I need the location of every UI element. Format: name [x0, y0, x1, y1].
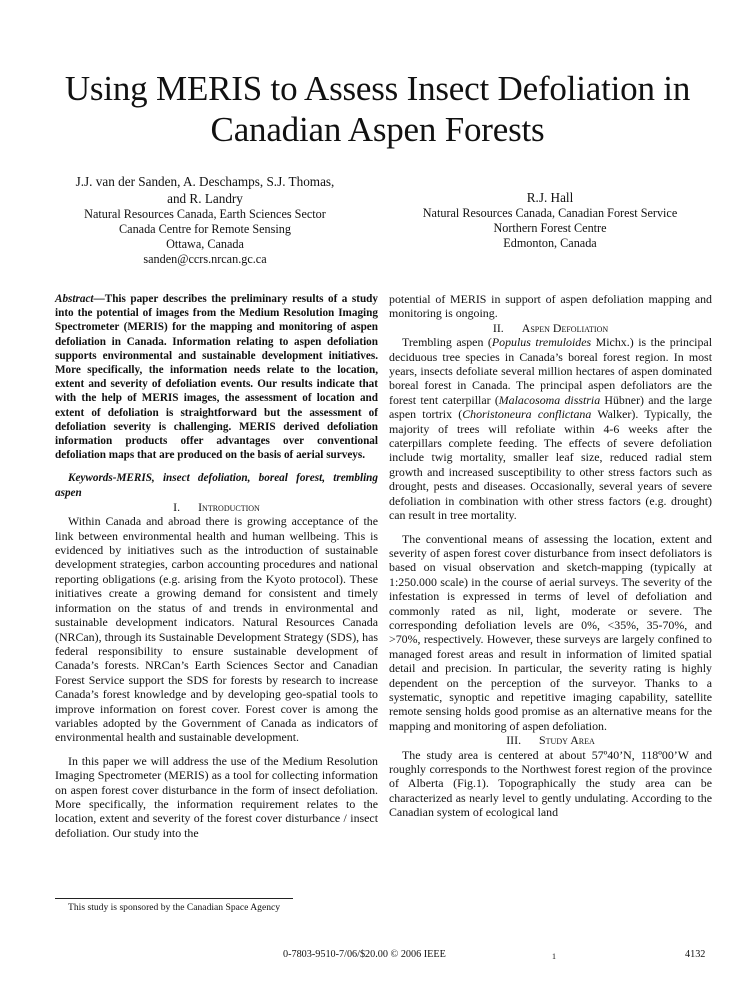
paragraph: Trembling aspen (Populus tremuloides Michx.) is the principal deciduous tree species in Canada’s boreal forest region. In most years, insects defoliate several million hectares of aspen dominated boreal forest in Canada. The principal aspen defoliators are the forest tent caterpillar (Malacosoma disstria Hübner) and the large aspen tortrix (Choristoneura conflictana Walker). Typically, the majority of trees will refoliate within 4-6 weeks after the caterpillars complete feeding. The effects of severe defoliation include twig mortality, smaller leaf size, reduced radial stem growth and increased susceptibility to other stress factors such as drought, pests and diseases. Occasionally, several years of severe defoliation in combination with other stress factors (e.g. drought) can result in tree mortality.	[389, 335, 713, 523]
location: Ottawa, Canada	[166, 237, 244, 251]
paragraph: The study area is centered at about 57º40’N, 118º00’W and roughly corresponds to the Northwest forest region of the province of Alberta (Fig.1). Topographically the study area can be characterized as nearly level to gently undulating. According to the Canadian system of ecological land	[389, 747, 712, 820]
left-column	[55, 292, 378, 840]
affiliation-left	[55, 173, 355, 267]
abstract: Abstract—This paper describes the preliminary results of a study into the potential of images from the Medium Resolution Imaging Spectrometer (MERIS) for the mapping and monitoring of aspen defoliation in Canada. Information relating to aspen defoliation supports environmental and sustainable development initiatives. More specifically, the information needs relate to the location, extent and severity of defoliation events. Our results indicate that with the help of MERIS images, the assessment of location and extent of defoliation is straightforward but the assessment of defoliation severity is challenging. MERIS derived defoliation information products offer advantages over conventional defoliation maps that are produced on the basis of aerial surveys.	[55, 293, 378, 462]
footer-copyright: 0-7803-9510-7/06/$20.00 © 2006 IEEE	[283, 949, 446, 960]
institution: Natural Resources Canada, Earth Sciences Sector	[84, 207, 326, 221]
paragraph: Within Canada and abroad there is growing acceptance of the link between environmental health and human wellbeing. This is evidenced by initiatives such as the introduction of sustainable development strategies, carbon accounting procedures and national reporting obligations (e.g. arising from the Kyoto protocol). These initiatives create a growing demand for consistent and timely information on the status of and trends in environmental and sustainable development indicators. Natural Resources Canada (NRCan), through its Sustainable Development Strategy (SDS), has federal responsibility to ensure sustainable development of Canada’s forests. NRCan’s Earth Sciences Sector and Canadian Forest Service support the SDS for forests by research to increase Canada’s forest knowledge and by developing geo-spatial tools to improve information on forest cover. Forest cover is among the variables adopted by the Government of Canada as indicators of environmental health and sustainable development.	[55, 514, 378, 745]
section-heading-study-area: III. Study Area	[506, 733, 595, 748]
affiliation-right	[395, 189, 705, 251]
institution: Natural Resources Canada, Canadian Forest Service	[422, 206, 678, 220]
page-number: 4132	[685, 949, 706, 960]
paper-title	[0, 68, 755, 150]
title-line-1: Using MERIS to Assess Insect Defoliation in	[64, 69, 691, 108]
section-heading-introduction: I. Introduction	[173, 499, 260, 514]
paragraph: The conventional means of assessing the location, extent and severity of aspen forest cover disturbance from insect defoliators is based on visual observation and sketch-mapping (typically at 1:250.000 scale) in the course of aerial surveys. The severity of the infestation is expressed in terms of level of defoliation and commonly rated as nil, light, moderate or severe. The corresponding defoliation levels are 0%, <35%, 35-70%, and >70%, respectively. However, these surveys are largely confined to managed forest areas and result in information of limited spatial detail and precision. In particular, the severity rating is highly dependent on the perception of the surveyor. Thanks to a systematic, synoptic and repetitive imaging capability, satellite remote sensing holds good promise as an alternative means for the mapping and monitoring of aspen defoliation.	[389, 531, 712, 733]
author-names: J.J. van der Sanden, A. Deschamps, S.J. Thomas, and R. Landry	[75, 174, 335, 206]
title-line-2: Canadian Aspen Forests	[210, 110, 545, 149]
paragraph: In this paper we will address the use of the Medium Resolution Imaging Spectrometer (MERIS) as a tool for collecting information on aspen forest cover disturbance in the form of insect defoliation. More specifically, the information requirement relates to the location, extent and severity of the forest cover disturbance / insect defoliation. Our study into the	[55, 753, 378, 840]
department: Canada Centre for Remote Sensing	[119, 222, 291, 236]
author-names: R.J. Hall	[526, 190, 574, 205]
email: sanden@ccrs.nrcan.gc.ca	[143, 252, 267, 266]
footnote: This study is sponsored by the Canadian Space Agency	[68, 902, 281, 913]
paragraph-continued: potential of MERIS in support of aspen defoliation mapping and monitoring is ongoing.	[389, 292, 712, 321]
footnote-divider	[55, 898, 293, 899]
footer-sheet-number: 1	[552, 952, 556, 961]
department: Northern Forest Centre	[493, 221, 607, 235]
keywords: Keywords-MERIS, insect defoliation, boreal forest, trembling aspen	[55, 472, 378, 499]
right-column	[389, 292, 712, 820]
section-heading-aspen-defoliation: II. Aspen Defoliation	[492, 320, 609, 335]
location: Edmonton, Canada	[503, 236, 597, 250]
